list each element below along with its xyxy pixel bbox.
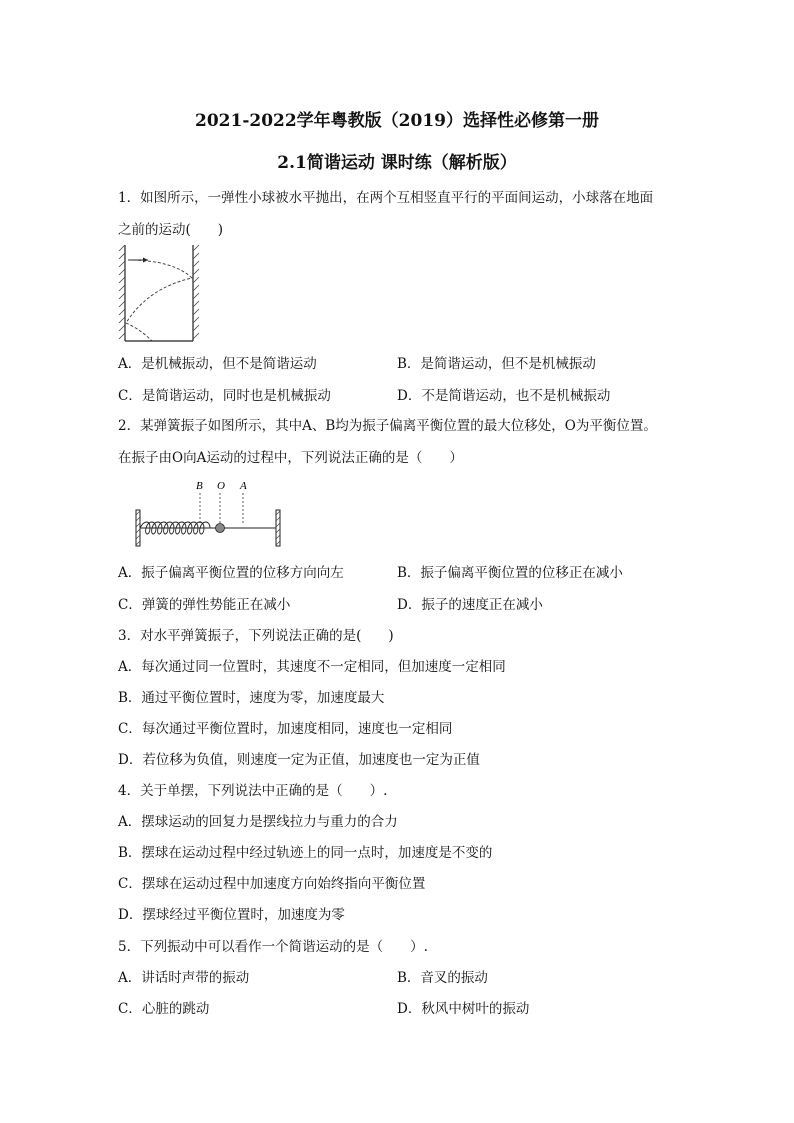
- q2-figure-spring-oscillator: [130, 475, 290, 550]
- q2-figure-label-b: B: [196, 480, 203, 492]
- q5-option-d: D．秋风中树叶的振动: [397, 1001, 530, 1017]
- q5-stem: 5．下列振动中可以看作一个简谐运动的是（ ）.: [118, 939, 428, 955]
- q3-option-d: D．若位移为负值，则速度一定为正值，加速度也一定为正值: [118, 752, 480, 768]
- q2-stem-line1: 2．某弹簧振子如图所示，其中A、B均为振子偏离平衡位置的最大位移处，O为平衡位置。: [118, 418, 657, 434]
- q1-stem-line1: 1．如图所示，一弹性小球被水平抛出，在两个互相竖直平行的平面间运动，小球落在地面: [118, 190, 654, 206]
- q3-option-a: A．每次通过同一位置时，其速度不一定相同，但加速度一定相同: [118, 659, 506, 675]
- q2-option-b: B．振子偏离平衡位置的位移正在减小: [397, 565, 623, 581]
- q3-option-b: B．通过平衡位置时，速度为零，加速度最大: [118, 690, 385, 706]
- q2-figure-label-o: O: [217, 480, 225, 492]
- q3-option-c: C．每次通过平衡位置时，加速度相同，速度也一定相同: [118, 721, 453, 737]
- q1-stem-line2: 之前的运动( ): [118, 222, 224, 238]
- q4-stem: 4．关于单摆，下列说法中正确的是（ ）.: [118, 783, 388, 799]
- q1-figure-bouncing-ball: [118, 243, 208, 343]
- q1-option-a: A．是机械振动，但不是简谐运动: [118, 356, 317, 372]
- q5-option-a: A．讲话时声带的振动: [118, 970, 250, 986]
- q1-option-b: B．是简谐运动，但不是机械振动: [397, 356, 596, 372]
- q4-option-d: D．摆球经过平衡位置时，加速度为零: [118, 907, 345, 923]
- document-subtitle: 2.1简谐运动 课时练（解析版）: [277, 153, 517, 173]
- q5-option-c: C．心脏的跳动: [118, 1001, 210, 1017]
- q2-figure-label-a: A: [240, 480, 247, 492]
- q2-option-c: C．弹簧的弹性势能正在减小: [118, 597, 291, 613]
- q4-option-b: B．摆球在运动过程中经过轨迹上的同一点时，加速度是不变的: [118, 845, 493, 861]
- q5-option-b: B．音叉的振动: [397, 970, 488, 986]
- q2-stem-line2: 在振子由O向A运动的过程中，下列说法正确的是（ ）: [118, 450, 463, 466]
- q1-option-d: D．不是简谐运动，也不是机械振动: [397, 388, 611, 404]
- q4-option-a: A．摆球运动的回复力是摆线拉力与重力的合力: [118, 814, 398, 830]
- document-title: 2021-2022学年粤教版（2019）选择性必修第一册: [195, 111, 599, 131]
- q3-stem: 3．对水平弹簧振子，下列说法正确的是( ): [118, 628, 394, 644]
- q1-option-c: C．是简谐运动，同时也是机械振动: [118, 388, 331, 404]
- q2-option-a: A．振子偏离平衡位置的位移方向向左: [118, 565, 344, 581]
- q2-option-d: D．振子的速度正在减小: [397, 597, 543, 613]
- q4-option-c: C．摆球在运动过程中加速度方向始终指向平衡位置: [118, 876, 426, 892]
